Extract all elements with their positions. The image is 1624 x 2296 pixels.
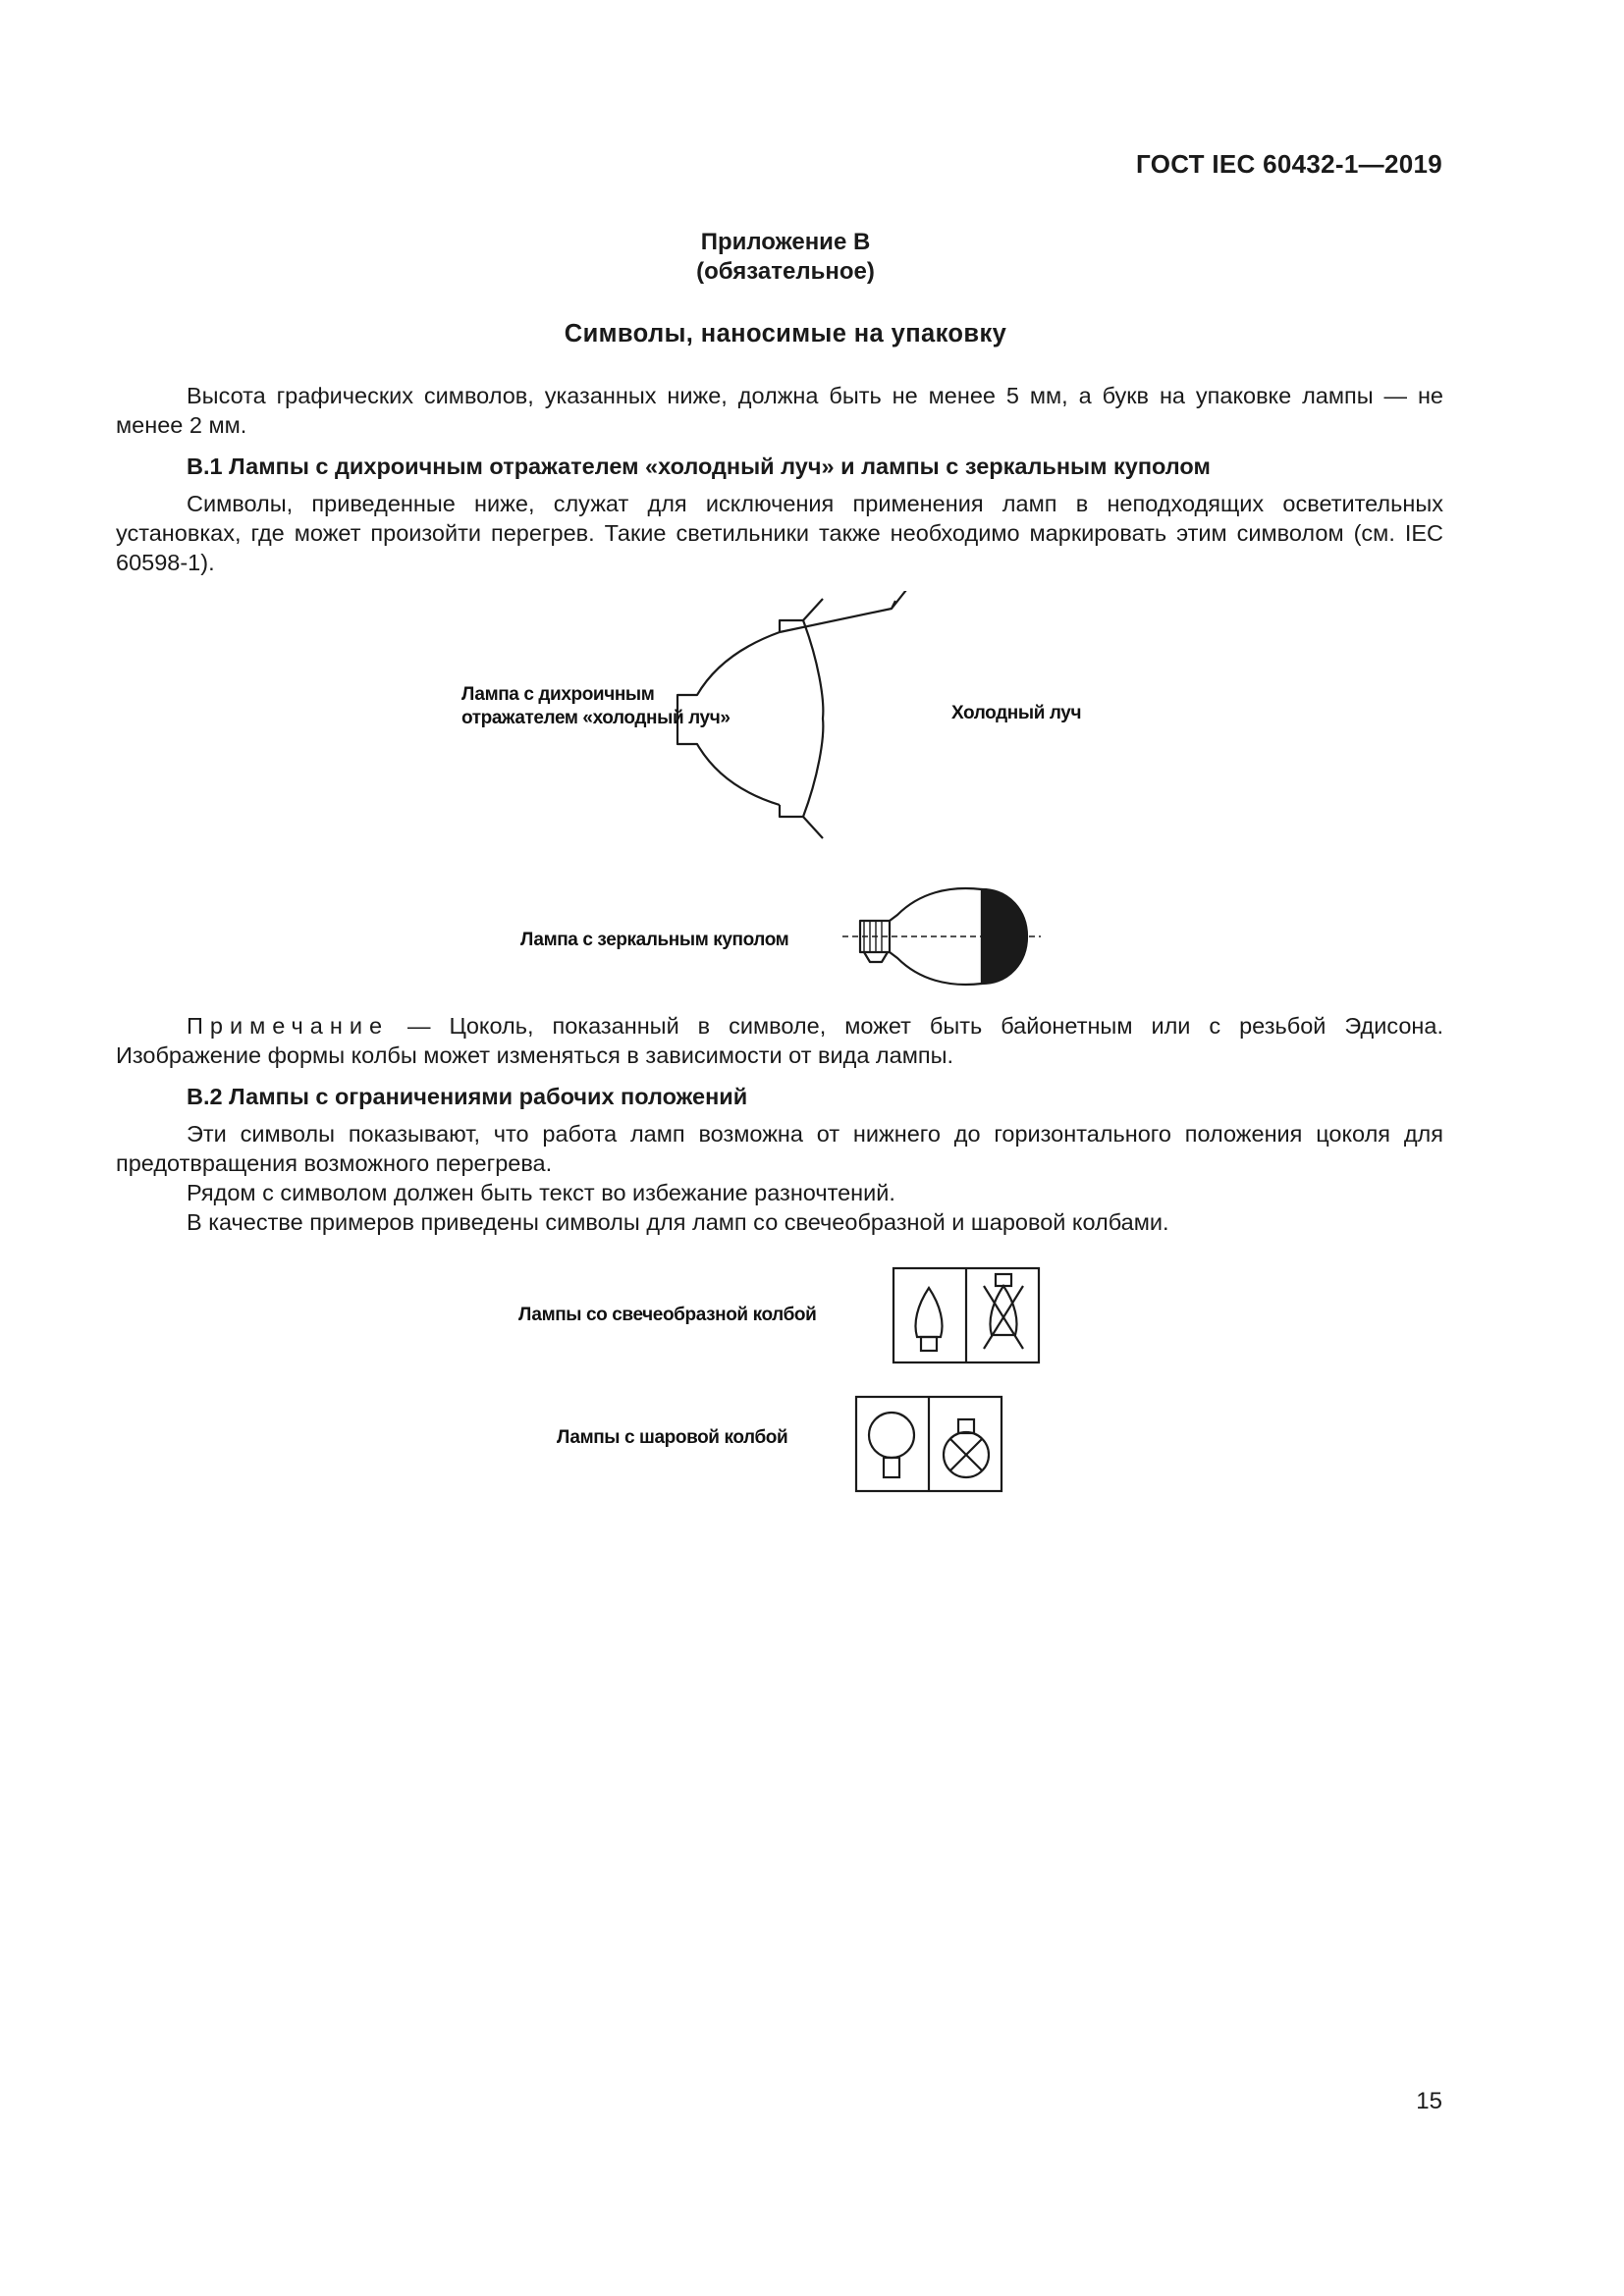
- note-text: — Цоколь, показанный в символе, может быть байонетным или с резьбой Эдисона. Изображение формы колбы может изменяться в зависимости от вида лампы.: [116, 1013, 1443, 1068]
- section-b1-heading: В.1 Лампы с дихроичным отражателем «холодный луч» и лампы с зеркальным куполом: [187, 454, 1211, 479]
- reflector-outline-top: [780, 591, 921, 632]
- document-code: ГОСТ IEC 60432-1—2019: [1136, 149, 1442, 179]
- dichroic-label-1: Лампа с дихроичным: [461, 684, 655, 705]
- section-b1-text: Символы, приведенные ниже, служат для исключения применения ламп в неподходящих осветительных установках, где может произойти перегрев. Такие светильники также необходимо маркировать этим символом (см. IEC 60598-1).: [116, 491, 1443, 575]
- mirror-dome-symbol: [842, 888, 1041, 985]
- section-b2-text-2: Рядом с символом должен быть текст во избежание разночтений.: [187, 1180, 895, 1205]
- intro-paragraph: Высота графических символов, указанных ниже, должна быть не менее 5 мм, а букв на упаковке лампы — не менее 2 мм.: [116, 383, 1443, 438]
- annex-heading: Символы, наносимые на упаковку: [564, 320, 1007, 347]
- section-b2-text-1: Эти символы показывают, что работа ламп возможна от нижнего до горизонтального положения цоколя для предотвращения возможного перегрева.: [116, 1121, 1443, 1176]
- globe-bulb-symbol: [856, 1397, 1001, 1491]
- mirror-dome-label: Лампа с зеркальным куполом: [520, 930, 789, 950]
- cold-beam-rays: [803, 599, 823, 838]
- cold-beam-lens: [803, 620, 823, 817]
- figure-b1: [116, 591, 1443, 1011]
- annex-title: Приложение В: [700, 229, 871, 255]
- section-b2-text-3: В качестве примеров приведены символы для ламп со свечеобразной и шаровой колбами.: [187, 1209, 1169, 1235]
- globe-label: Лампы с шаровой колбой: [557, 1427, 788, 1448]
- page-number: 15: [1416, 2088, 1442, 2114]
- note-label: Примечание: [187, 1013, 390, 1039]
- figure-b2-drawing: [116, 1258, 1443, 1514]
- annex-status: (обязательное): [696, 258, 875, 285]
- note-paragraph: [116, 1011, 1443, 1070]
- candle-label: Лампы со свечеобразной колбой: [518, 1305, 817, 1325]
- section-b2-heading: В.2 Лампы с ограничениями рабочих положений: [187, 1084, 748, 1109]
- page-content: [116, 228, 1443, 1514]
- dichroic-label-2: отражателем «холодный луч»: [461, 708, 731, 728]
- candle-bulb-symbol: [893, 1268, 1039, 1362]
- cold-beam-label: Холодный луч: [951, 703, 1082, 723]
- figure-b2: [116, 1258, 1443, 1514]
